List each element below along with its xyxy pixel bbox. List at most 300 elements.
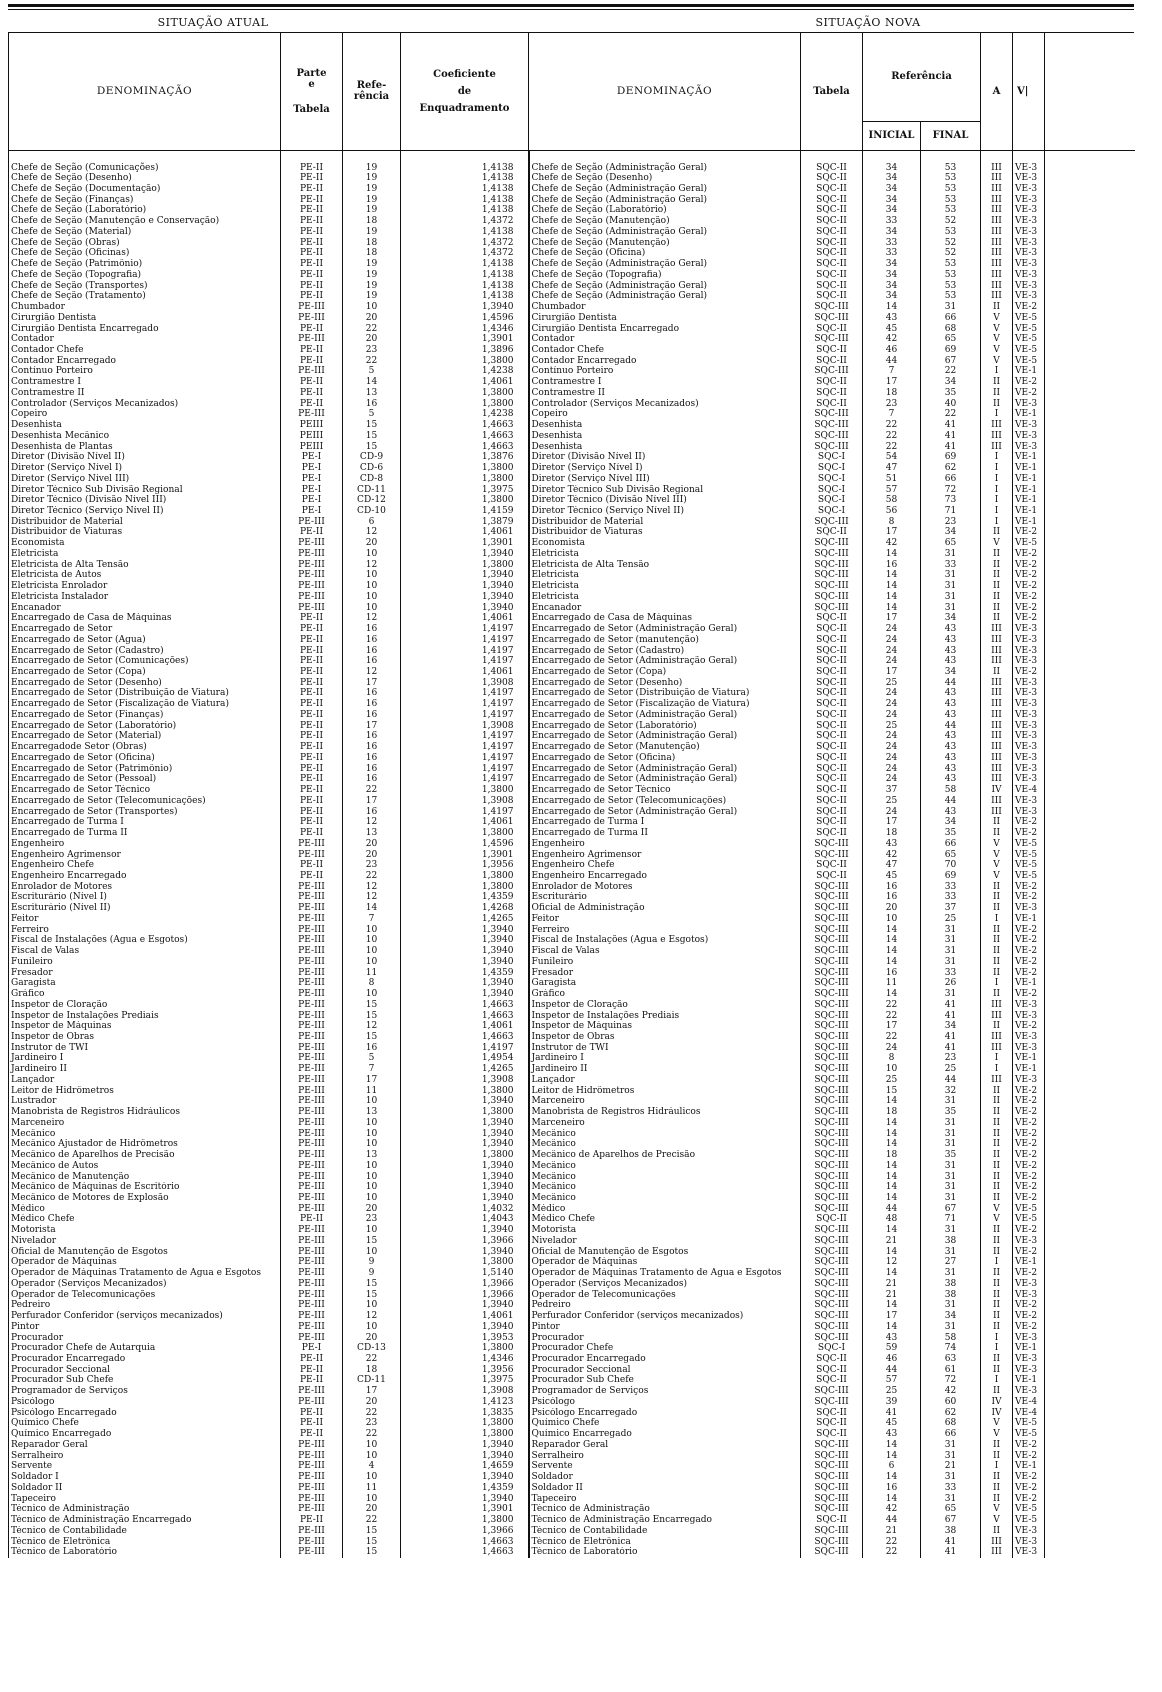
- left-section-title: SITUAÇÃO ATUAL: [157, 16, 269, 29]
- cell-v: VE-1: [1013, 1461, 1045, 1472]
- cell-referencia-inicial: 14: [863, 603, 921, 614]
- cell-tabela: SQC-II: [801, 195, 863, 206]
- cell-a: III: [981, 656, 1013, 667]
- cell-referencia-inicial: 44: [863, 356, 921, 367]
- cell-coeficiente: 1,3800: [401, 828, 529, 839]
- table-row: [9, 635, 1135, 646]
- document-page: [8, 4, 1134, 1558]
- cell-blank: [1045, 688, 1135, 699]
- cell-denominacao-atual: Procurador Seccional: [9, 1365, 281, 1376]
- cell-referencia-final: 69: [921, 452, 981, 463]
- cell-denominacao-nova: Eletricista: [529, 570, 801, 581]
- cell-a: I: [981, 978, 1013, 989]
- cell-tabela: SQC-III: [801, 892, 863, 903]
- cell-referencia-inicial: 14: [863, 302, 921, 313]
- cell-referencia-final: 62: [921, 1408, 981, 1419]
- table-row: [9, 1300, 1135, 1311]
- cell-coeficiente: 1,4123: [401, 1397, 529, 1408]
- cell-a: I: [981, 914, 1013, 925]
- cell-a: V: [981, 1214, 1013, 1225]
- cell-denominacao-nova: Técnico de Administração: [529, 1504, 801, 1515]
- cell-coeficiente: 1,3940: [401, 1182, 529, 1193]
- cell-denominacao-nova: Psicólogo Encarregado: [529, 1408, 801, 1419]
- cell-blank: [1045, 968, 1135, 979]
- cell-denominacao-nova: Contador: [529, 334, 801, 345]
- cell-coeficiente: 1,3901: [401, 850, 529, 861]
- cell-referencia-inicial: 16: [863, 892, 921, 903]
- cell-blank: [1045, 742, 1135, 753]
- cell-v: VE-3: [1013, 216, 1045, 227]
- cell-denominacao-atual: Engenheiro Encarregado: [9, 871, 281, 882]
- cell-coeficiente: 1,3940: [401, 581, 529, 592]
- table-row: [9, 1386, 1135, 1397]
- table-row: [9, 1526, 1135, 1537]
- cell-tabela: SQC-III: [801, 839, 863, 850]
- cell-v: VE-2: [1013, 1118, 1045, 1129]
- cell-parte-tabela: PEIII: [281, 420, 343, 431]
- cell-a: III: [981, 184, 1013, 195]
- cell-blank: [1045, 1204, 1135, 1215]
- cell-blank: [1045, 1494, 1135, 1505]
- table-row: [9, 592, 1135, 603]
- cell-referencia-inicial: 14: [863, 1300, 921, 1311]
- cell-referencia-final: 53: [921, 291, 981, 302]
- cell-parte-tabela: PE-II: [281, 613, 343, 624]
- cell-coeficiente: 1,3800: [401, 871, 529, 882]
- cell-coeficiente: 1,3940: [401, 1096, 529, 1107]
- cell-parte-tabela: PE-I: [281, 452, 343, 463]
- table-row: [9, 313, 1135, 324]
- cell-a: I: [981, 1053, 1013, 1064]
- cell-blank: [1045, 796, 1135, 807]
- cell-parte-tabela: PE-III: [281, 1547, 343, 1558]
- cell-referencia-inicial: 14: [863, 946, 921, 957]
- col-referencia-atual: [343, 33, 401, 150]
- cell-parte-tabela: PE-II: [281, 646, 343, 657]
- cell-parte-tabela: PE-III: [281, 1161, 343, 1172]
- cell-v: VE-3: [1013, 1333, 1045, 1344]
- cell-blank: [1045, 1375, 1135, 1386]
- table-row: [9, 1257, 1135, 1268]
- cell-referencia-final: 35: [921, 388, 981, 399]
- cell-tabela: SQC-III: [801, 1053, 863, 1064]
- cell-tabela: SQC-III: [801, 1193, 863, 1204]
- cell-referencia: 4: [343, 1461, 401, 1472]
- cell-denominacao-nova: Garagista: [529, 978, 801, 989]
- cell-referencia-inicial: 17: [863, 613, 921, 624]
- cell-parte-tabela: PE-I: [281, 474, 343, 485]
- cell-blank: [1045, 452, 1135, 463]
- cell-referencia-inicial: 14: [863, 1451, 921, 1462]
- cell-denominacao-nova: Procurador Seccional: [529, 1365, 801, 1376]
- cell-referencia: 16: [343, 774, 401, 785]
- cell-denominacao-atual: Controlador (Serviços Mecanizados): [9, 399, 281, 410]
- cell-v: VE-3: [1013, 1032, 1045, 1043]
- cell-a: II: [981, 1440, 1013, 1451]
- cell-parte-tabela: PE-II: [281, 238, 343, 249]
- cell-denominacao-atual: Oficial de Manutenção de Esgotos: [9, 1247, 281, 1258]
- cell-referencia: 17: [343, 796, 401, 807]
- cell-referencia-final: 32: [921, 1086, 981, 1097]
- cell-v: VE-3: [1013, 688, 1045, 699]
- cell-denominacao-atual: Encarregado de Setor (Telecomunicações): [9, 796, 281, 807]
- cell-denominacao-atual: Contador Encarregado: [9, 356, 281, 367]
- cell-referencia: 12: [343, 892, 401, 903]
- cell-referencia-final: 43: [921, 688, 981, 699]
- cell-blank: [1045, 1172, 1135, 1183]
- cell-blank: [1045, 281, 1135, 292]
- cell-denominacao-atual: Mecânico de Aparelhos de Precisão: [9, 1150, 281, 1161]
- cell-denominacao-nova: Chefe de Seção (Manutenção): [529, 216, 801, 227]
- cell-a: I: [981, 517, 1013, 528]
- cell-referencia: 7: [343, 1064, 401, 1075]
- cell-a: II: [981, 1268, 1013, 1279]
- cell-coeficiente: 1,4663: [401, 1000, 529, 1011]
- cell-referencia-inicial: 15: [863, 1086, 921, 1097]
- cell-tabela: SQC-II: [801, 731, 863, 742]
- cell-referencia: 16: [343, 742, 401, 753]
- cell-referencia-final: 53: [921, 150, 981, 173]
- table-row: [9, 538, 1135, 549]
- cell-referencia-final: 53: [921, 227, 981, 238]
- cell-denominacao-atual: Gráfico: [9, 989, 281, 1000]
- cell-a: III: [981, 270, 1013, 281]
- cell-v: VE-2: [1013, 549, 1045, 560]
- table-row: [9, 1343, 1135, 1354]
- cell-denominacao-nova: Soldador II: [529, 1483, 801, 1494]
- cell-blank: [1045, 1279, 1135, 1290]
- cell-referencia-inicial: 24: [863, 753, 921, 764]
- cell-denominacao-atual: Chefe de Seção (Obras): [9, 238, 281, 249]
- table-row: [9, 1472, 1135, 1483]
- cell-referencia-final: 31: [921, 1322, 981, 1333]
- cell-parte-tabela: PE-II: [281, 807, 343, 818]
- cell-tabela: SQC-II: [801, 291, 863, 302]
- cell-referencia: 6: [343, 517, 401, 528]
- cell-referencia: 19: [343, 184, 401, 195]
- cell-denominacao-atual: Procurador Encarregado: [9, 1354, 281, 1365]
- cell-parte-tabela: PE-III: [281, 1000, 343, 1011]
- cell-denominacao-atual: Encarregado de Setor (Finanças): [9, 710, 281, 721]
- cell-a: III: [981, 1000, 1013, 1011]
- cell-coeficiente: 1,4659: [401, 1461, 529, 1472]
- cell-denominacao-nova: Mecânico: [529, 1172, 801, 1183]
- cell-tabela: SQC-III: [801, 570, 863, 581]
- cell-referencia: 23: [343, 860, 401, 871]
- cell-v: VE-2: [1013, 1322, 1045, 1333]
- cell-denominacao-atual: Encarregado de Setor (Copa): [9, 667, 281, 678]
- cell-blank: [1045, 699, 1135, 710]
- cell-referencia: 19: [343, 259, 401, 270]
- table-row: [9, 302, 1135, 313]
- cell-parte-tabela: PE-II: [281, 248, 343, 259]
- cell-referencia-final: 21: [921, 1461, 981, 1472]
- cell-a: II: [981, 1161, 1013, 1172]
- cell-denominacao-nova: Marceneiro: [529, 1118, 801, 1129]
- cell-parte-tabela: PE-II: [281, 667, 343, 678]
- cell-referencia-inicial: 33: [863, 216, 921, 227]
- cell-a: II: [981, 377, 1013, 388]
- cell-coeficiente: 1,3908: [401, 796, 529, 807]
- cell-referencia-final: 31: [921, 592, 981, 603]
- cell-referencia: 10: [343, 957, 401, 968]
- cell-parte-tabela: PE-III: [281, 1064, 343, 1075]
- cell-denominacao-nova: Encarregado de Setor (Distribuição de Viatura): [529, 688, 801, 699]
- cell-blank: [1045, 1300, 1135, 1311]
- cell-denominacao-nova: Chumbador: [529, 302, 801, 313]
- cell-parte-tabela: PE-II: [281, 399, 343, 410]
- cell-tabela: SQC-II: [801, 281, 863, 292]
- cell-v: VE-1: [1013, 1257, 1045, 1268]
- cell-denominacao-atual: Diretor Técnico (Divisão Nível III): [9, 495, 281, 506]
- cell-coeficiente: 1,4596: [401, 313, 529, 324]
- cell-blank: [1045, 817, 1135, 828]
- cell-blank: [1045, 506, 1135, 517]
- cell-parte-tabela: PE-III: [281, 1300, 343, 1311]
- cell-coeficiente: 1,4359: [401, 1483, 529, 1494]
- cell-referencia: 10: [343, 1161, 401, 1172]
- cell-denominacao-nova: Chefe de Seção (Manutenção): [529, 238, 801, 249]
- cell-tabela: SQC-I: [801, 1343, 863, 1354]
- rencia-label: rência: [353, 91, 390, 103]
- cell-blank: [1045, 1086, 1135, 1097]
- cell-a: II: [981, 1236, 1013, 1247]
- col-denominacao-nova: DENOMINAÇÃO: [529, 33, 801, 150]
- cell-referencia-inicial: 14: [863, 1129, 921, 1140]
- cell-referencia: 16: [343, 753, 401, 764]
- cell-tabela: SQC-II: [801, 860, 863, 871]
- cell-a: I: [981, 1064, 1013, 1075]
- cell-tabela: SQC-II: [801, 1418, 863, 1429]
- cell-blank: [1045, 1225, 1135, 1236]
- cell-coeficiente: 1,3940: [401, 935, 529, 946]
- cell-denominacao-nova: Mecânico: [529, 1129, 801, 1140]
- cell-parte-tabela: PE-III: [281, 1268, 343, 1279]
- cell-denominacao-atual: Lustrador: [9, 1096, 281, 1107]
- cell-a: V: [981, 839, 1013, 850]
- cell-blank: [1045, 731, 1135, 742]
- cell-blank: [1045, 570, 1135, 581]
- table-row: [9, 399, 1135, 410]
- cell-referencia: 16: [343, 624, 401, 635]
- cell-referencia-inicial: 14: [863, 1182, 921, 1193]
- cell-referencia-final: 35: [921, 828, 981, 839]
- cell-referencia-final: 35: [921, 1107, 981, 1118]
- cell-tabela: SQC-III: [801, 581, 863, 592]
- cell-v: VE-2: [1013, 613, 1045, 624]
- cell-a: II: [981, 1311, 1013, 1322]
- cell-v: VE-3: [1013, 1386, 1045, 1397]
- cell-referencia: 10: [343, 1494, 401, 1505]
- cell-denominacao-atual: Economista: [9, 538, 281, 549]
- cell-blank: [1045, 1236, 1135, 1247]
- cell-denominacao-nova: Encarregado de Turma I: [529, 817, 801, 828]
- cell-a: V: [981, 871, 1013, 882]
- cell-referencia-inicial: 14: [863, 1172, 921, 1183]
- cell-denominacao-nova: Operador de Máquinas: [529, 1257, 801, 1268]
- cell-referencia-final: 52: [921, 248, 981, 259]
- cell-parte-tabela: PE-I: [281, 506, 343, 517]
- cell-v: VE-3: [1013, 731, 1045, 742]
- cell-v: VE-3: [1013, 1547, 1045, 1558]
- cell-referencia-final: 68: [921, 1418, 981, 1429]
- cell-coeficiente: 1,4663: [401, 1547, 529, 1558]
- cell-coeficiente: 1,4197: [401, 646, 529, 657]
- table-row: [9, 259, 1135, 270]
- cell-referencia: 15: [343, 1526, 401, 1537]
- cell-denominacao-nova: Tapeceiro: [529, 1494, 801, 1505]
- cell-tabela: SQC-I: [801, 506, 863, 517]
- cell-a: III: [981, 1547, 1013, 1558]
- cell-coeficiente: 1,4138: [401, 259, 529, 270]
- cell-coeficiente: 1,3901: [401, 1504, 529, 1515]
- cell-a: V: [981, 1429, 1013, 1440]
- cell-denominacao-atual: Encarregado de Setor (Cadastro): [9, 646, 281, 657]
- cell-coeficiente: 1,3940: [401, 1300, 529, 1311]
- cell-referencia-final: 31: [921, 1247, 981, 1258]
- cell-referencia-inicial: 23: [863, 399, 921, 410]
- table-row: [9, 345, 1135, 356]
- cell-v: VE-1: [1013, 1053, 1045, 1064]
- cell-v: VE-2: [1013, 1161, 1045, 1172]
- cell-blank: [1045, 1075, 1135, 1086]
- cell-tabela: SQC-II: [801, 807, 863, 818]
- cell-parte-tabela: PE-II: [281, 764, 343, 775]
- cell-a: I: [981, 1333, 1013, 1344]
- cell-a: V: [981, 345, 1013, 356]
- cell-tabela: SQC-III: [801, 882, 863, 893]
- cell-a: V: [981, 324, 1013, 335]
- cell-denominacao-nova: Contramestre II: [529, 388, 801, 399]
- cell-blank: [1045, 807, 1135, 818]
- cell-denominacao-nova: Engenheiro Chefe: [529, 860, 801, 871]
- table-row: [9, 946, 1135, 957]
- cell-v: VE-3: [1013, 431, 1045, 442]
- cell-v: VE-3: [1013, 807, 1045, 818]
- cell-denominacao-atual: Inspetor de Instalações Prediais: [9, 1011, 281, 1022]
- cell-tabela: SQC-III: [801, 1322, 863, 1333]
- cell-v: VE-3: [1013, 1236, 1045, 1247]
- cell-denominacao-atual: Chefe de Seção (Desenho): [9, 173, 281, 184]
- cell-a: II: [981, 1494, 1013, 1505]
- cell-blank: [1045, 399, 1135, 410]
- cell-tabela: SQC-I: [801, 452, 863, 463]
- table-row: [9, 742, 1135, 753]
- cell-coeficiente: 1,3940: [401, 1129, 529, 1140]
- cell-v: VE-5: [1013, 860, 1045, 871]
- cell-referencia-inicial: 48: [863, 1214, 921, 1225]
- cell-tabela: SQC-III: [801, 366, 863, 377]
- cell-tabela: SQC-II: [801, 1365, 863, 1376]
- cell-a: I: [981, 1461, 1013, 1472]
- cell-tabela: SQC-III: [801, 1300, 863, 1311]
- cell-tabela: SQC-II: [801, 817, 863, 828]
- cell-parte-tabela: PE-III: [281, 1333, 343, 1344]
- cell-referencia-inicial: 46: [863, 1354, 921, 1365]
- cell-v: VE-2: [1013, 603, 1045, 614]
- cell-denominacao-nova: Jardineiro I: [529, 1053, 801, 1064]
- cell-v: VE-3: [1013, 646, 1045, 657]
- cell-a: III: [981, 1032, 1013, 1043]
- cell-tabela: SQC-III: [801, 603, 863, 614]
- cell-referencia-inicial: 24: [863, 1043, 921, 1054]
- cell-v: VE-3: [1013, 205, 1045, 216]
- cell-referencia: 13: [343, 388, 401, 399]
- cell-referencia: 16: [343, 710, 401, 721]
- cell-parte-tabela: PE-II: [281, 356, 343, 367]
- cell-parte-tabela: PE-III: [281, 1182, 343, 1193]
- cell-blank: [1045, 624, 1135, 635]
- cell-referencia-final: 53: [921, 270, 981, 281]
- cell-v: VE-1: [1013, 452, 1045, 463]
- cell-referencia-final: 69: [921, 345, 981, 356]
- cell-denominacao-atual: Cirurgião Dentista Encarregado: [9, 324, 281, 335]
- cell-denominacao-nova: Eletricista: [529, 592, 801, 603]
- table-row: [9, 1311, 1135, 1322]
- cell-parte-tabela: PE-III: [281, 1504, 343, 1515]
- cell-denominacao-atual: Eletricista Enrolador: [9, 581, 281, 592]
- cell-referencia-final: 69: [921, 871, 981, 882]
- cell-denominacao-nova: Médico: [529, 1204, 801, 1215]
- cell-referencia-inicial: 22: [863, 442, 921, 453]
- cell-referencia: 10: [343, 1139, 401, 1150]
- cell-denominacao-atual: Técnico de Contabilidade: [9, 1526, 281, 1537]
- cell-referencia-final: 31: [921, 302, 981, 313]
- cell-denominacao-atual: Desenhista Mecânico: [9, 431, 281, 442]
- cell-referencia-inicial: 14: [863, 935, 921, 946]
- cell-referencia-inicial: 46: [863, 345, 921, 356]
- cell-tabela: SQC-III: [801, 313, 863, 324]
- table-row: [9, 1064, 1135, 1075]
- cell-parte-tabela: PE-III: [281, 850, 343, 861]
- cell-tabela: SQC-II: [801, 785, 863, 796]
- cell-referencia-inicial: 17: [863, 1311, 921, 1322]
- cell-denominacao-atual: Eletricista de Alta Tensão: [9, 560, 281, 571]
- cell-referencia: 10: [343, 935, 401, 946]
- cell-referencia-final: 38: [921, 1290, 981, 1301]
- cell-referencia-inicial: 21: [863, 1290, 921, 1301]
- cell-tabela: SQC-III: [801, 1032, 863, 1043]
- cell-referencia-final: 34: [921, 1311, 981, 1322]
- cell-coeficiente: 1,4238: [401, 366, 529, 377]
- cell-v: VE-2: [1013, 892, 1045, 903]
- cell-referencia-final: 67: [921, 1204, 981, 1215]
- cell-blank: [1045, 356, 1135, 367]
- cell-denominacao-atual: Inspetor de Obras: [9, 1032, 281, 1043]
- cell-tabela: SQC-III: [801, 1075, 863, 1086]
- cell-v: VE-2: [1013, 1021, 1045, 1032]
- cell-v: VE-3: [1013, 442, 1045, 453]
- cell-tabela: SQC-III: [801, 957, 863, 968]
- cell-parte-tabela: PE-II: [281, 345, 343, 356]
- cell-denominacao-atual: Lançador: [9, 1075, 281, 1086]
- cell-denominacao-atual: Mecânico Ajustador de Hidrômetros: [9, 1139, 281, 1150]
- cell-parte-tabela: PE-III: [281, 968, 343, 979]
- cell-v: VE-2: [1013, 817, 1045, 828]
- cell-referencia-final: 43: [921, 656, 981, 667]
- cell-blank: [1045, 1182, 1135, 1193]
- cell-tabela: SQC-II: [801, 796, 863, 807]
- cell-referencia-inicial: 22: [863, 431, 921, 442]
- cell-referencia-final: 25: [921, 1064, 981, 1075]
- cell-referencia-final: 70: [921, 860, 981, 871]
- cell-tabela: SQC-III: [801, 1021, 863, 1032]
- cell-referencia-inicial: 56: [863, 506, 921, 517]
- cell-tabela: SQC-II: [801, 173, 863, 184]
- cell-blank: [1045, 1537, 1135, 1548]
- cell-tabela: SQC-I: [801, 474, 863, 485]
- cell-a: III: [981, 205, 1013, 216]
